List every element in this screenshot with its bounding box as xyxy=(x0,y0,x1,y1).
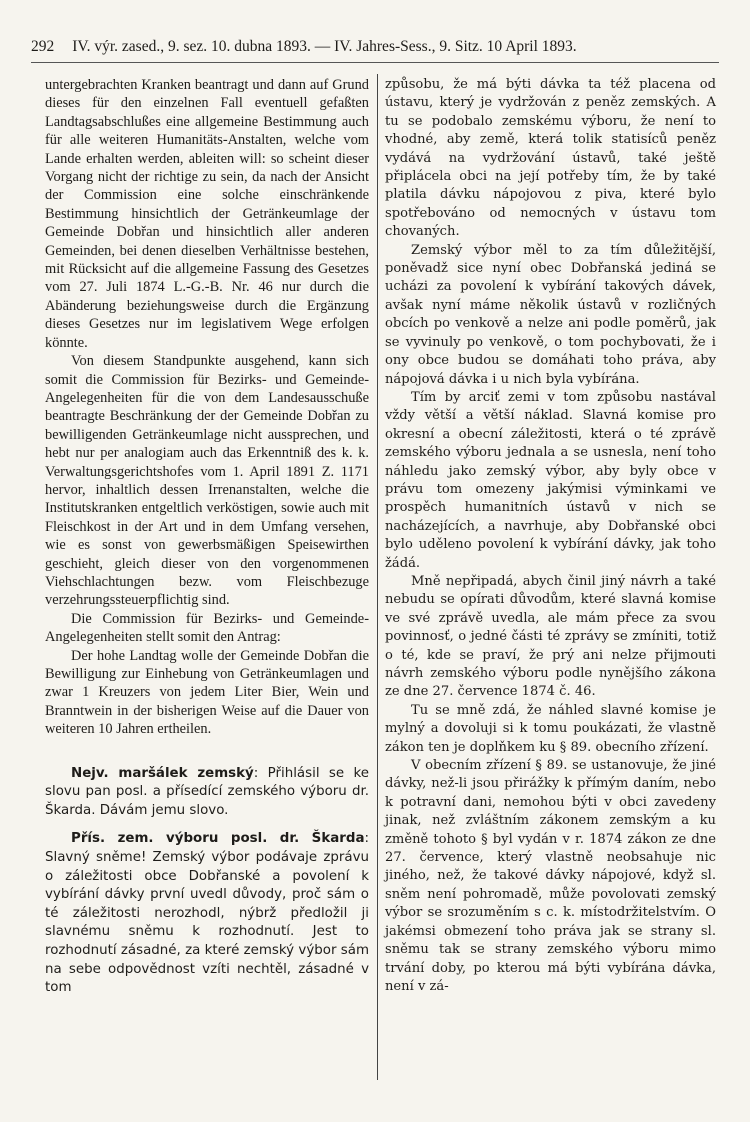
left-paragraph-6 xyxy=(45,830,369,997)
right-paragraph-1: způsobu, že má býti dávka ta též placena od ústavu, který je vydržován z peněz zemských. A tu se podobalo zemskému výboru, že není to vhodné, aby země, která tolik statisíců peněz vydává na vydržování ústavů, také ještě připlácela obci na její potřeby tím, že by také platila dávku nápojovou z piva, které bylo spotřebováno od nemocných v ústavu tom chovaných. xyxy=(385,77,716,240)
right-paragraph-2: Zemský výbor měl to za tím důležitější, poněvadž sice nyní obec Dobřanská jediná se ucházi za povolení k vybírání takových dávek, avšak nyní máme několik ústavů v rozličných obcích po venkově a nelze ani podle poměrů, jak se vyvinuly po venkově, o tom pochybovati, že i ony obce budou se domáhati toho práva, aby nápojová dávka i u nich byla vybírána. xyxy=(385,242,716,387)
page-number: 292 xyxy=(31,38,55,55)
column-divider xyxy=(377,74,378,1080)
header-rule xyxy=(31,62,719,63)
left-paragraph-2: Von diesem Standpunkte ausgehend, kann sich somit die Commission für Bezirks- und Gemeinde-Angelegenheiten für die von dem Landesausschuße beantragte Beschränkung der der Gemeinde Dobřan zu bewilligenden Getränkeumlage nicht aussprechen, und hebt nur per analogiam auch das Erkenntniß des k. k. Verwaltungsgerichtshofes vom 1. April 1891 Z. 1171 hervor, inhaltlich dessen Irrenanstalten, welche die Institutskranken entgeltlich verköstigen, sowie auch mit Fleischkost in der Art und in dem Umfang versehen, wie es sonst von gewerbsmäßigen Speisewirthen geschieht, gleich dieser von den vorgenommenen Viehschlachtungen bezw. vom Fleischbezuge verzehrungssteuerpflichtig sind. xyxy=(45,353,369,609)
left-paragraph-3: Die Commission für Bezirks- und Gemeinde-Angelegenheiten stellt somit den Antrag: xyxy=(45,610,369,646)
left-paragraph-4: Der hohe Landtag wolle der Gemeinde Dobřan die Bewilligung zur Einhebung von Getränkeumlagen und zwar 1 Kreuzers von jedem Liter Bier, Wein und Branntwein in der bisherigen Weise auf die Dauer von weiteren 10 Jahren ertheilen. xyxy=(45,647,369,738)
right-paragraph-6: V obecním zřízení § 89. se ustanovuje, že jiné dávky, než-li jsou přirážky k přímým daním, nebo k potravní dani, nemohou býti v obci zavedeny jinak, než zvláštním zákonem zemským a ku změně tohoto § byl vydán v r. 1874 zákon ze dne 27. července, který vlastně neobsahuje nic jiného, než, že takové dávky nápojové, když sl. sněm není pohromadě, může povolovati zemský výbor se srozuměním s c. k. místodržitelstvím. O jakémsi obmezení toho práva jak se strany sl. sněmu tak se strany zemského výboru mimo trvání doby, po kterou má býti vybírána dávka, není v zá- xyxy=(385,758,716,994)
right-column xyxy=(385,76,716,996)
speaker-name: Nejv. maršálek zemský xyxy=(71,765,254,781)
paragraph-gap xyxy=(45,739,369,765)
left-column xyxy=(45,76,369,998)
left-paragraph-5 xyxy=(45,765,369,821)
speaker-name: Přís. zem. výboru posl. dr. Škarda xyxy=(71,831,365,847)
right-paragraph-5: Tu se mně zdá, že náhled slavné komise je mylný a dovoluji si k tomu poukázati, že vlastně zákon ten je doplňkem ku § 89. obecního zřízení. xyxy=(385,702,716,755)
right-paragraph-3: Tím by arciť zemi v tom způsobu nastával vždy větší a větší náklad. Slavná komise pro okresní a obecní záležitosti, která o té zprávě zemského výboru jednala a se usnesla, není toho náhledu jako zemský výbor, aby byly obce v právu tom omezeny jakýmisi výminkami ve prospěch humanitních ústavů v nich se nacházejících, a navrhuje, aby Dobřanské obci bylo uděleno povolení k vybírání dávky, jak toho žádá. xyxy=(385,389,716,571)
right-paragraph-4: Mně nepřipadá, abych činil jiný návrh a také nebudu se opírati důvodům, které slavná komise ve své zprávě uvedla, ale mám přece za svou povinnosť, o jedné části té zprávy se zmíniti, totiž o té, kde se praví, že prý ani nelze přijmouti návrh zemského výboru podle nynějšího zákona ze dne 27. července 1874 č. 46. xyxy=(385,573,716,700)
left-paragraph-1: untergebrachten Kranken beantragt und dann auf Grund dieses für den einzelnen Fall eventuell gefaßten Landtagsabschlußes eine allgemeine Bestimmung auch für alle weiteren Humanitäts-Anstalten, welche vom Lande erhalten werden, ableiten will: so scheint dieser Vorgang nicht der richtige zu sein, da nach der Ansicht der Commission eine solche einschränkende Bestimmung hinsichtlich der Getränkeumlage der Gemeinde Dobřan und hinsichtlich aller anderen Gemeinden, bei denen dieselben Verhältnisse bestehen, mit Rücksicht auf die allgemeine Fassung des Gesetzes vom 27. Juli 1874 L.-G.-B. Nr. 46 nur durch die Abänderung beziehungsweise durch die Ergänzung dieses Gesetzes nur im legislativem Wege erfolgen könnte. xyxy=(45,77,369,351)
header-text: IV. výr. zased., 9. sez. 10. dubna 1893. — IV. Jahres-Sess., 9. Sitz. 10 April 1893. xyxy=(72,38,577,55)
running-header xyxy=(31,38,719,56)
paragraph-gap xyxy=(45,820,369,830)
speech-text: : Slavný sněme! Zemský výbor podávaje zprávu o záležitosti obce Dobřanské a povolení k vybírání dávky první uvedl důvody, proč sám o té záležitosti nerozhodl, nýbrž předložil ji slavnému sněmu k rozhodnutí. Jest to rozhodnutí zásadné, za které zemský výbor sám na sebe odpovědnost vzíti nechtěl, zásadné v tom xyxy=(45,831,369,996)
speech-text: : Přihlásil se ke slovu pan posl. a přísedící zemského výboru dr. Škarda. Dávám jemu slovo. xyxy=(45,765,369,818)
